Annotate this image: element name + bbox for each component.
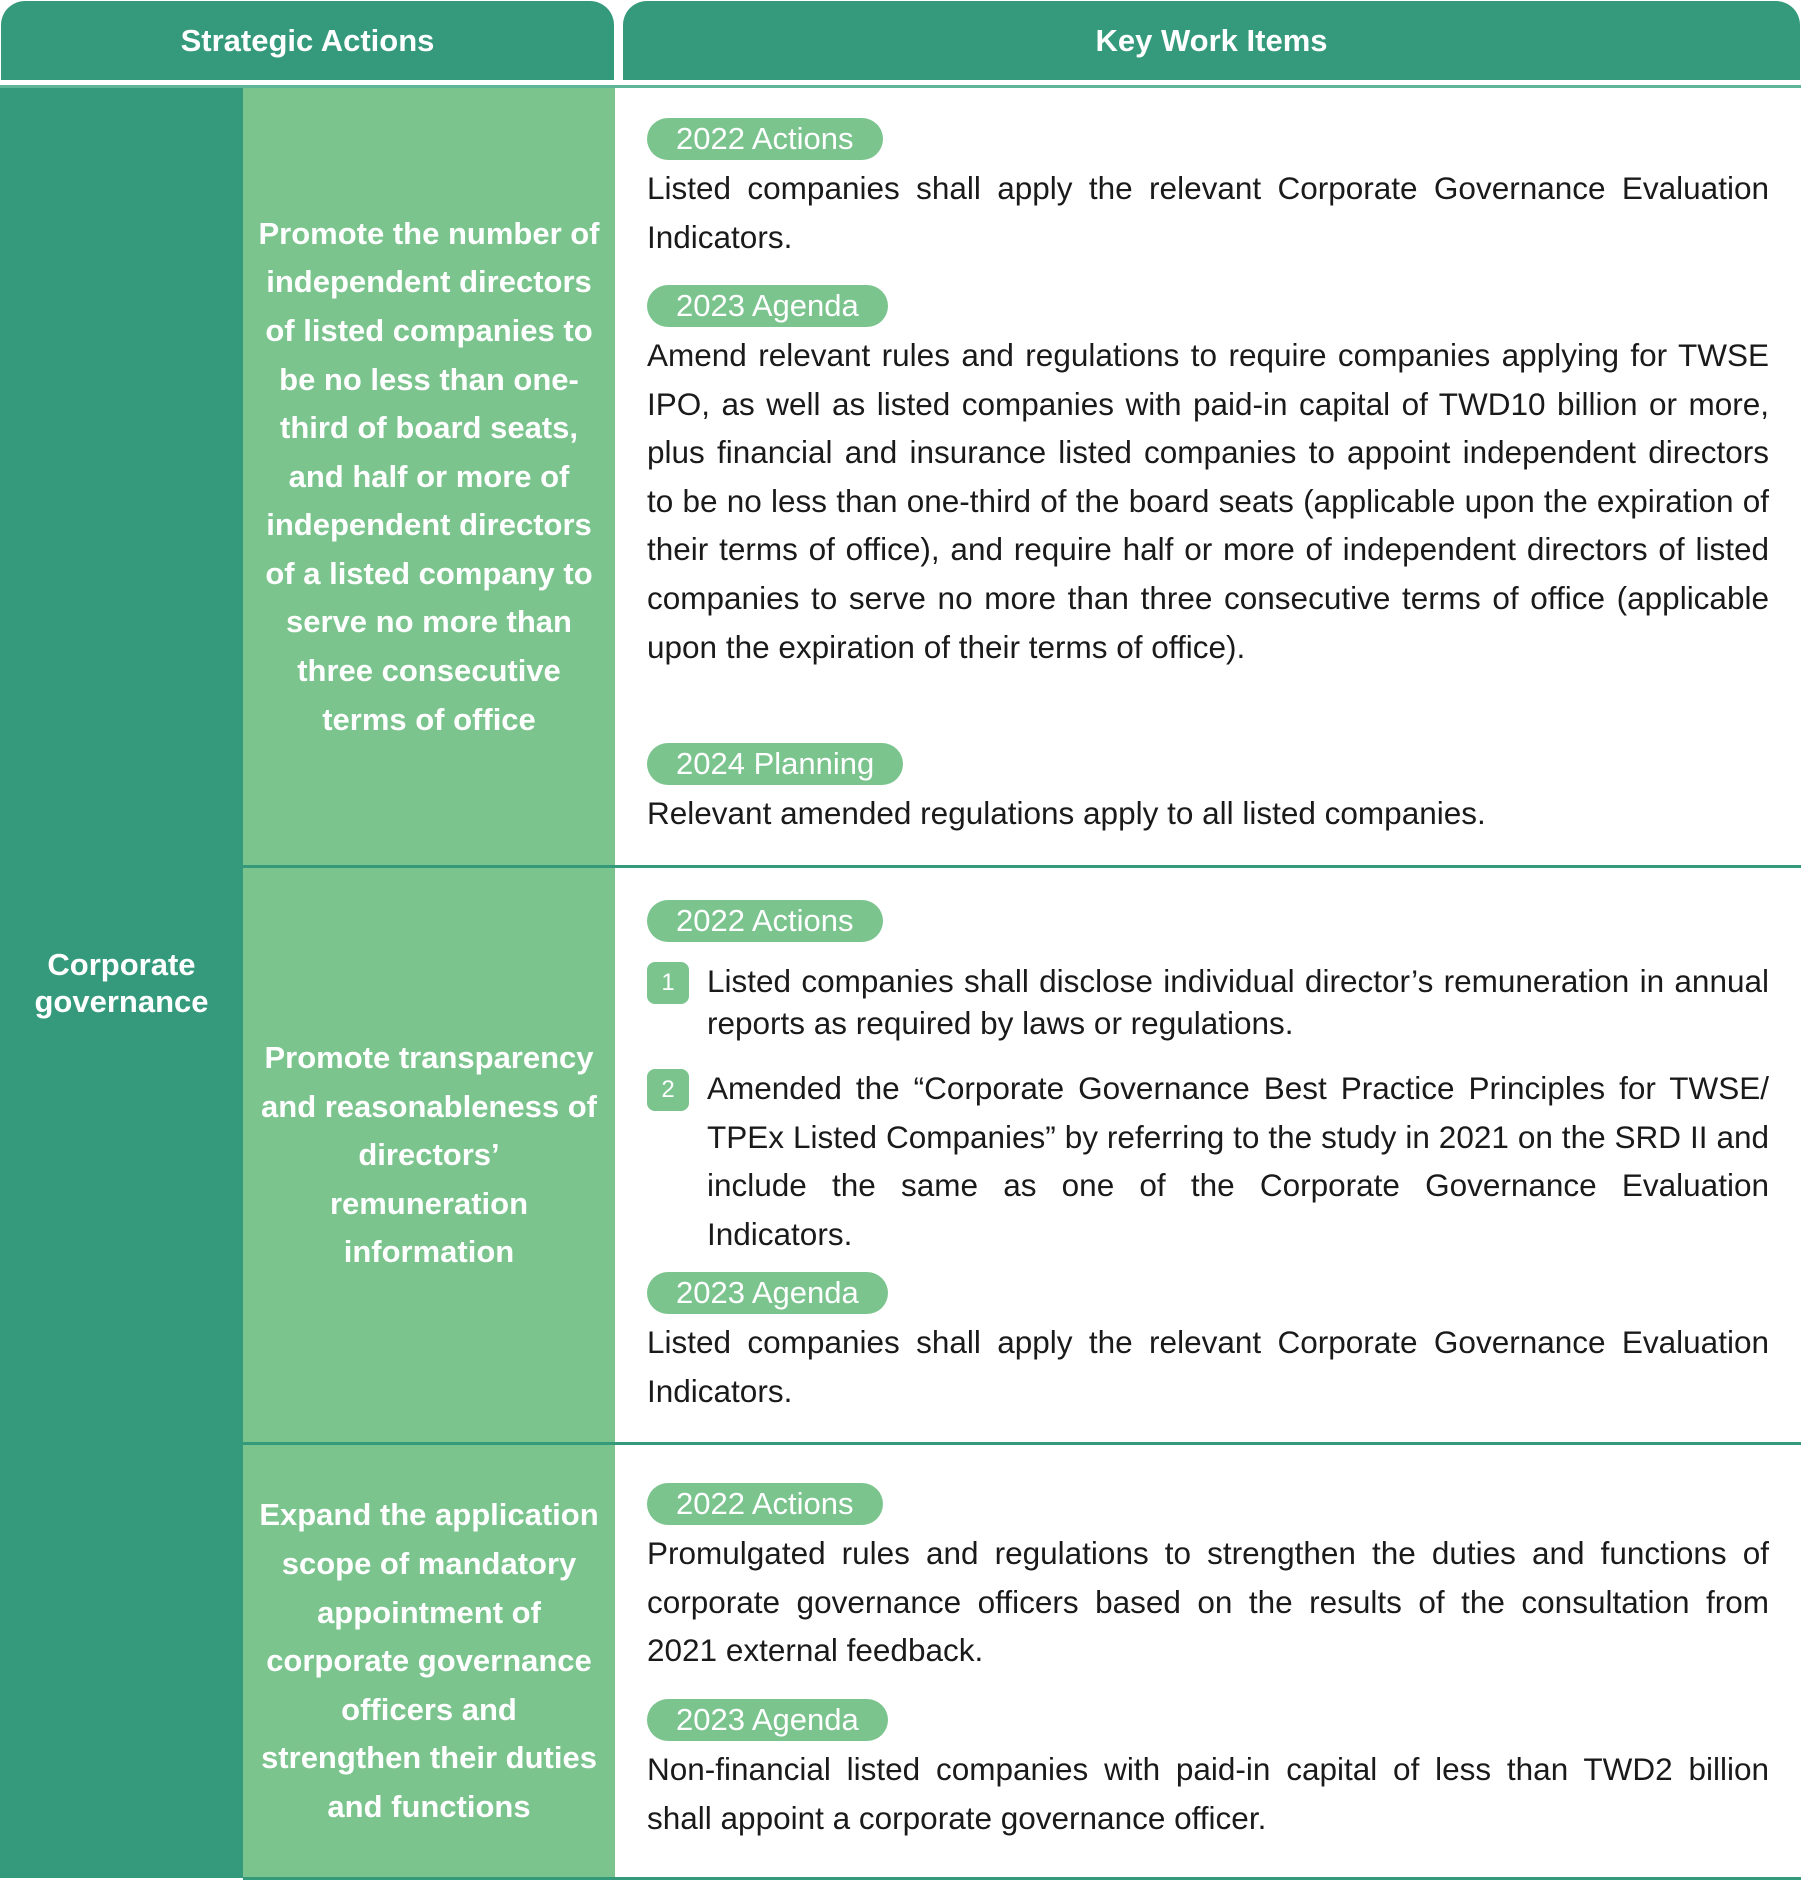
- strategy-text: Expand the application scope of mandatory appointment of corporate governance officers and strengthen their duties and functions: [259, 1497, 599, 1824]
- year-tag: 2023 Agenda: [647, 285, 888, 327]
- strategy-cell: [243, 88, 615, 866]
- year-tag: 2022 Actions: [647, 1483, 883, 1525]
- work-item-text: Listed companies shall apply the relevant Corporate Governance Evaluation Indicators.: [647, 170, 1769, 255]
- work-item-text: Amend relevant rules and regulations to require companies applying for TWSE IPO, as well as listed companies with paid-in capital of TWD10 billion or more, plus financial and insurance listed companies to appoint independent directors to be no less than one-third of the board seats (applicable upon the expiration of their terms of office), and require half or more of independent directors of listed companies to serve no more than three consecutive terms of office (applicable upon the expiration of their terms of office).: [647, 337, 1769, 665]
- work-items-cell: [615, 1445, 1801, 1878]
- year-tag: 2023 Agenda: [647, 1699, 888, 1741]
- year-tag: 2022 Actions: [647, 118, 883, 160]
- header-key-work-items: Key Work Items: [623, 1, 1800, 80]
- numbered-item: [647, 960, 1769, 1044]
- year-tag: 2022 Actions: [647, 900, 883, 942]
- year-tag: 2024 Planning: [647, 743, 903, 785]
- work-items-cell: [615, 88, 1801, 866]
- strategy-cell: [243, 1445, 615, 1878]
- number-badge: 2: [647, 1069, 689, 1111]
- work-item-text: Promulgated rules and regulations to strengthen the duties and functions of corporate governance officers based on the results of the consultation from 2021 external feedback.: [647, 1535, 1769, 1669]
- table-bottom-border: [243, 1877, 1801, 1880]
- strategy-cell: [243, 868, 615, 1443]
- table-row: [243, 88, 1801, 866]
- number-badge: 1: [647, 962, 689, 1004]
- work-item-text: Amended the “Corporate Governance Best Practice Principles for TWSE/ TPEx Listed Companies” by referring to the study in 2021 on the SRD II and include the same as one of the Corporate Governance Evaluation Indicators.: [707, 1070, 1769, 1252]
- category-label: Corporate governance: [34, 947, 209, 1019]
- work-items-cell: [615, 868, 1801, 1443]
- header-strategic-actions: Strategic Actions: [1, 1, 614, 80]
- numbered-item: [647, 1067, 1769, 1258]
- work-item-text: Non-financial listed companies with paid-in capital of less than TWD2 billion shall appoint a corporate governance officer.: [647, 1751, 1769, 1836]
- strategy-text: Promote the number of independent directors of listed companies to be no less than one-third of board seats, and half or more of independent directors of a listed company to serve no more than three consecutive terms of office: [258, 215, 600, 737]
- strategy-text: Promote transparency and reasonableness of directors’ remuneration information: [261, 1040, 597, 1270]
- work-item-text: Listed companies shall disclose individual director’s remuneration in annual reports as required by laws or regulations.: [707, 963, 1769, 1041]
- table-row: [243, 868, 1801, 1443]
- category-cell: [0, 88, 243, 1878]
- year-tag: 2023 Agenda: [647, 1272, 888, 1314]
- table-row: [243, 1445, 1801, 1878]
- work-item-text: Relevant amended regulations apply to all listed companies.: [647, 795, 1486, 831]
- work-item-text: Listed companies shall apply the relevant Corporate Governance Evaluation Indicators.: [647, 1324, 1769, 1409]
